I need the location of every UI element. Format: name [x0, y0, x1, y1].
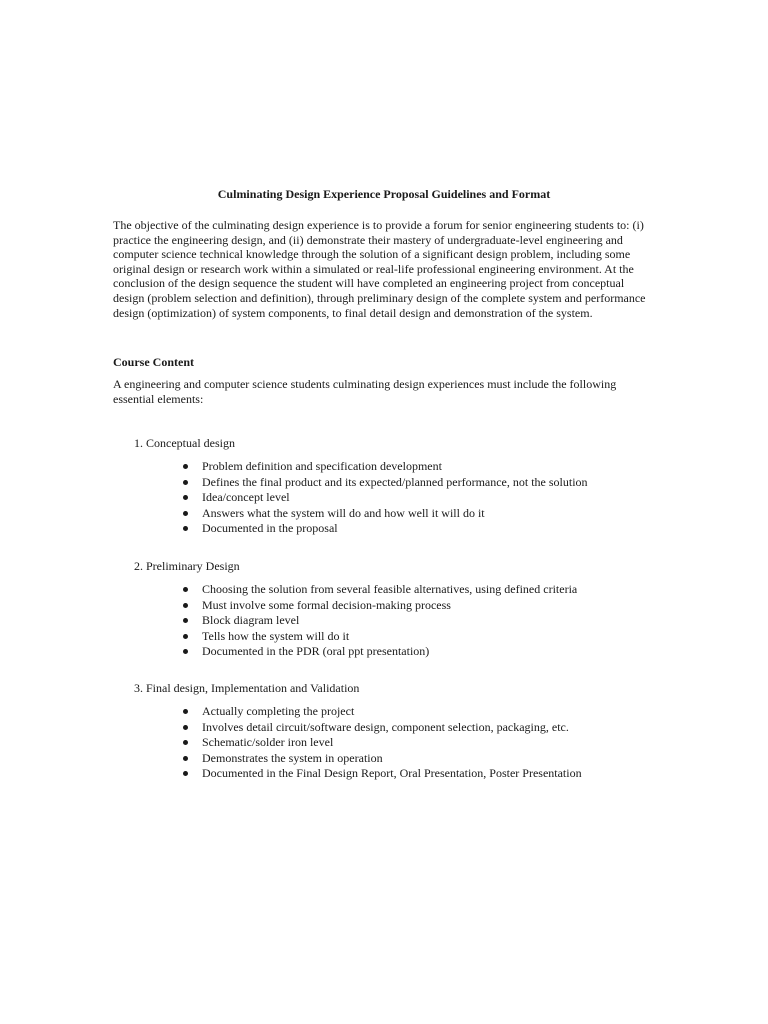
list-item: [134, 582, 694, 598]
bullet-list: [134, 704, 694, 782]
list-item-text: Involves detail circuit/software design, component selection, packaging, etc.: [202, 719, 569, 734]
list-item: [134, 644, 694, 660]
bullet-icon: [183, 740, 188, 745]
bullet-icon: [183, 526, 188, 531]
list-item: [134, 459, 694, 475]
section-preliminary-design: [134, 559, 694, 660]
list-item: [134, 613, 694, 629]
section-final-design: [134, 681, 694, 782]
list-item: [134, 766, 694, 782]
list-item-text: Must involve some formal decision-making process: [202, 597, 451, 612]
list-item: [134, 598, 694, 614]
section-title: 2. Preliminary Design: [134, 559, 240, 573]
bullet-list: [134, 459, 694, 537]
list-item: [134, 629, 694, 645]
list-item: [134, 506, 694, 522]
list-item-text: Answers what the system will do and how well it will do it: [202, 505, 485, 520]
document-title: Culminating Design Experience Proposal Guidelines and Format: [217, 187, 551, 201]
list-item-text: Schematic/solder iron level: [202, 735, 334, 750]
section-title: 1. Conceptual design: [134, 436, 235, 450]
list-item: [134, 720, 694, 736]
bullet-icon: [183, 618, 188, 623]
list-item-text: Problem definition and specification development: [202, 459, 442, 473]
bullet-list: [134, 582, 694, 660]
list-item-text: Idea/concept level: [202, 490, 290, 505]
list-item-text: Demonstrates the system in operation: [202, 750, 383, 765]
list-item-text: Actually completing the project: [202, 704, 355, 718]
bullet-icon: [183, 709, 188, 714]
list-item: [134, 521, 694, 537]
list-item-text: Documented in the Final Design Report, Oral Presentation, Poster Presentation: [202, 766, 582, 781]
bullet-icon: [183, 511, 188, 516]
bullet-icon: [183, 756, 188, 761]
list-item-text: Choosing the solution from several feasible alternatives, using defined criteria: [202, 582, 578, 596]
list-item: [134, 490, 694, 506]
list-item-text: Defines the final product and its expected/planned performance, not the solution: [202, 474, 588, 489]
list-item: [134, 475, 694, 491]
intro-paragraph: The objective of the culminating design experience is to provide a forum for senior engineering students to: (i) practice the engineering design, and (ii) demonstrate their mastery of undergraduate-level engineering and computer science technical knowledge through the solution of a significant design problem, including some original design or research work within a simulated or real-life professional engineering environment. At the conclusion of the design sequence the student will have completed an engineering project from conceptual design (problem selection and definition), through preliminary design of the complete system and performance design (optimization) of system components, to final detail design and demonstration of the system.: [113, 218, 646, 320]
list-item: [134, 704, 694, 720]
bullet-icon: [183, 649, 188, 654]
list-item-text: Documented in the PDR (oral ppt presentation): [202, 644, 430, 659]
course-content-heading: Course Content: [113, 355, 194, 369]
list-item-text: Tells how the system will do it: [202, 628, 350, 643]
list-item-text: Documented in the proposal: [202, 521, 338, 536]
list-item-text: Block diagram level: [202, 613, 300, 628]
bullet-icon: [183, 464, 188, 469]
list-item: [134, 735, 694, 751]
elements-intro-paragraph: A engineering and computer science students culminating design experiences must include the following essential elements:: [113, 377, 617, 406]
section-title: 3. Final design, Implementation and Validation: [134, 681, 360, 695]
list-item: [134, 751, 694, 767]
bullet-icon: [183, 634, 188, 639]
bullet-icon: [183, 603, 188, 608]
section-conceptual-design: [134, 436, 694, 537]
bullet-icon: [183, 725, 188, 730]
bullet-icon: [183, 587, 188, 592]
bullet-icon: [183, 495, 188, 500]
bullet-icon: [183, 480, 188, 485]
bullet-icon: [183, 771, 188, 776]
